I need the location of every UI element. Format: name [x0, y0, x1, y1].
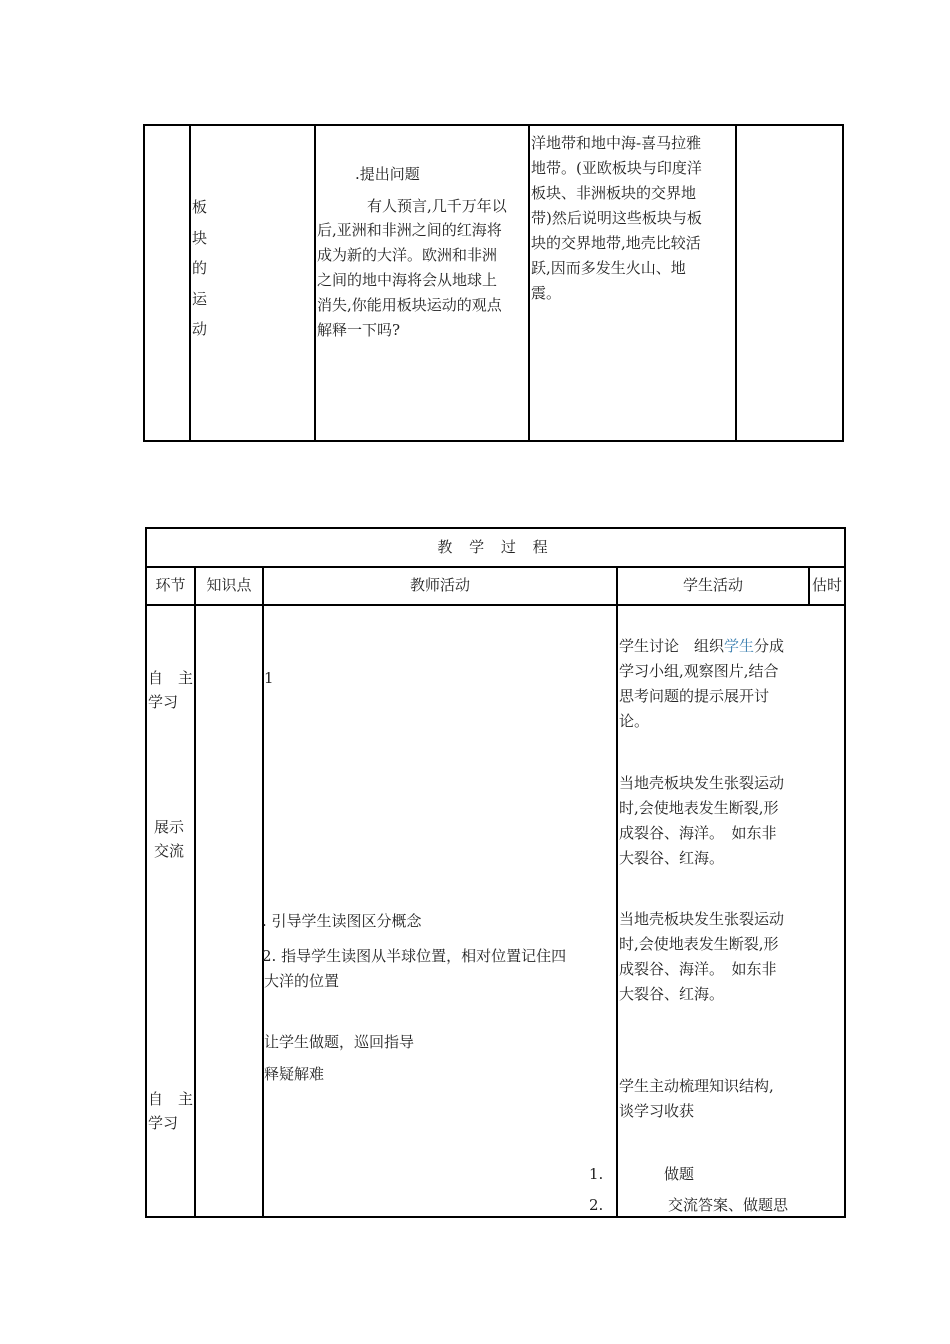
student-text-line: 板块、非洲板块的交界地: [531, 184, 697, 202]
table2-col-divider-3: [616, 566, 618, 1218]
teacher-question-line: 解释一下吗?: [317, 321, 401, 339]
header-section: 环节: [155, 576, 186, 594]
table2-col-divider-2: [262, 566, 264, 1218]
table1-col-divider-1: [189, 124, 191, 442]
student-discuss-prefix: 学生讨论 组织: [619, 637, 725, 655]
table2-top-border: [145, 527, 846, 529]
teacher-question-line: 有人预言,几千万年以: [367, 197, 507, 215]
teacher-item-number: 1: [264, 669, 274, 687]
section-show-exchange: 交流: [154, 842, 185, 860]
student-crack-line-2: 时,会使地表发生断裂,形: [619, 935, 779, 953]
table2-col-divider-1: [194, 566, 196, 1218]
teacher-guide-2: 2. 指导学生读图从半球位置，相对位置记住四: [262, 947, 567, 965]
header-student-activity: 学生活动: [682, 576, 743, 594]
table2-title-divider: [145, 566, 846, 568]
student-exercise-1: 做题: [664, 1165, 695, 1183]
teacher-guide-1: . 引导学生读图区分概念: [262, 912, 422, 930]
section-char: 块: [192, 228, 208, 247]
teacher-list-number: 1.: [589, 1165, 604, 1183]
table2-left-border: [145, 527, 147, 1218]
student-crack-line-2: 成裂谷、海洋。 如东非: [619, 960, 777, 978]
section-self-study: 学习: [148, 693, 179, 711]
section-self-study-2: 学习: [148, 1114, 179, 1132]
header-knowledge: 知识点: [206, 576, 252, 594]
section-char: 板: [192, 198, 208, 216]
student-text-line: 跃,因而多发生火山、地: [531, 259, 686, 277]
section-char: 运: [192, 289, 208, 308]
section-self-study-2: 自 主: [148, 1090, 194, 1108]
table1-left-border: [143, 124, 145, 442]
section-self-study: 自 主: [148, 669, 194, 687]
student-text-line: 洋地带和地中海-喜马拉雅: [531, 134, 702, 152]
table1-section-label: [192, 192, 207, 345]
section-show-exchange: 展示: [154, 818, 185, 836]
student-discuss-line: 学习小组,观察图片,结合: [619, 662, 779, 680]
student-crack-line: 当地壳板块发生张裂运动: [619, 774, 785, 792]
teacher-task-1: 让学生做题，巡回指导: [264, 1033, 415, 1051]
student-discuss-highlight: 学生: [724, 637, 755, 655]
student-summary-line: 谈学习收获: [619, 1102, 695, 1120]
student-text-line: 震。: [531, 284, 562, 302]
student-summary-line: 学生主动梳理知识结构,: [619, 1077, 774, 1095]
teacher-question-line: 之间的地中海将会从地球上: [317, 271, 498, 289]
section-char: 的: [192, 259, 208, 277]
table1-col-divider-4: [735, 124, 737, 442]
teacher-task-2: 释疑解难: [264, 1065, 325, 1083]
table1-bottom-border: [143, 440, 844, 442]
student-crack-line-2: 当地壳板块发生张裂运动: [619, 910, 785, 928]
teacher-question-line: 消失,你能用板块运动的观点: [317, 296, 502, 314]
table1-top-border: [143, 124, 844, 126]
teacher-list-number: 2.: [589, 1196, 604, 1214]
table1-right-border: [842, 124, 844, 442]
student-crack-line: 成裂谷、海洋。 如东非: [619, 824, 777, 842]
table2-title: 教 学 过 程: [437, 538, 554, 556]
student-discuss-line: [619, 634, 784, 659]
student-exercise-2: 交流答案、做题思: [668, 1196, 789, 1214]
student-text-line: 地带。(亚欧板块与印度洋: [531, 159, 702, 177]
section-char: 动: [192, 320, 208, 338]
teacher-question-heading: .提出问题: [355, 165, 420, 183]
table1-col-divider-2: [314, 124, 316, 442]
student-text-line: 带)然后说明这些板块与板: [531, 209, 702, 227]
table1-col-divider-3: [528, 124, 530, 442]
header-teacher-activity: 教师活动: [409, 576, 470, 594]
teacher-question-line: 后,亚洲和非洲之间的红海将: [317, 221, 502, 239]
student-crack-line: 大裂谷、红海。: [619, 849, 725, 867]
teacher-question-line: 成为新的大洋。欧洲和非洲: [317, 246, 498, 264]
student-discuss-line: 思考问题的提示展开讨: [619, 687, 770, 705]
table2-header-divider: [145, 604, 846, 606]
student-text-line: 块的交界地带,地壳比较活: [531, 234, 701, 252]
header-time: 估时: [811, 576, 842, 594]
teacher-guide-2-cont: 大洋的位置: [264, 972, 340, 990]
table2-right-border: [844, 527, 846, 1218]
student-discuss-line: 论。: [619, 712, 650, 730]
student-discuss-suffix: 分成: [754, 637, 785, 655]
student-crack-line-2: 大裂谷、红海。: [619, 985, 725, 1003]
student-crack-line: 时,会使地表发生断裂,形: [619, 799, 779, 817]
